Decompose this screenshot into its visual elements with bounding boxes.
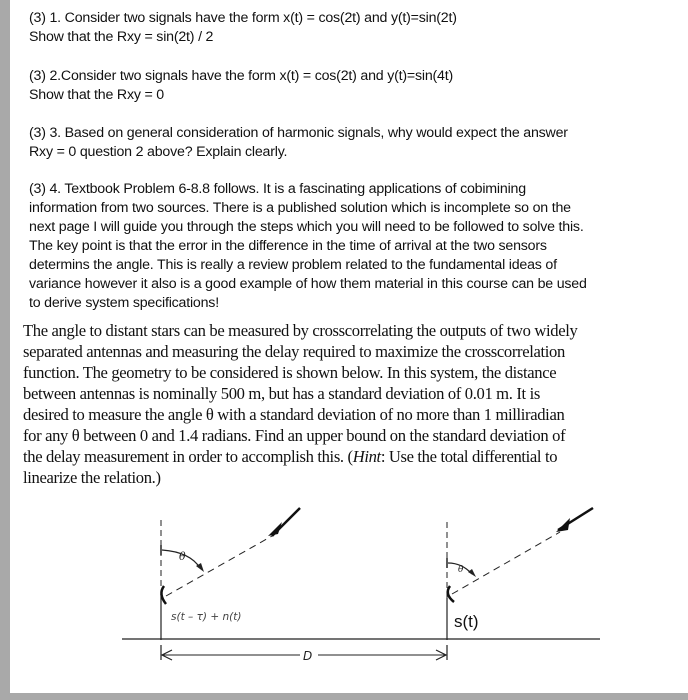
right-dish-icon	[448, 586, 454, 602]
question-4-line: information from two sources. There is a published solution which is incomplete so on the	[29, 200, 571, 216]
left-signal-label: s(t – τ) + n(t)	[171, 611, 242, 623]
problem-line: linearize the relation.)	[23, 468, 161, 487]
distance-label: D	[303, 649, 313, 663]
question-4-line: variance however it also is a good example of how them material in this course can be used	[29, 276, 587, 292]
question-1	[29, 9, 457, 47]
right-antenna	[447, 508, 593, 640]
right-signal-label: s(t)	[454, 612, 479, 631]
question-2	[29, 67, 453, 105]
left-dish-icon	[161, 586, 166, 604]
question-2-line: Show that the Rxy = 0	[29, 87, 164, 103]
question-4	[29, 180, 587, 313]
question-3-line: Rxy = 0 question 2 above? Explain clearly.	[29, 144, 288, 160]
problem-line: separated antennas and measuring the delay required to maximize the crosscorrelation	[23, 342, 565, 361]
right-theta-label: θ	[458, 565, 464, 575]
left-antenna	[161, 508, 300, 640]
right-arrow-icon	[556, 518, 570, 532]
hint-rest: : Use the total differential to	[380, 447, 558, 466]
problem-line: for any θ between 0 and 1.4 radians. Find an upper bound on the standard deviation of	[23, 426, 566, 445]
distance-dimension	[161, 645, 447, 663]
left-theta-label: θ	[179, 550, 186, 563]
hint-word: Hint	[352, 447, 381, 466]
question-4-line: next page I will guide you through the steps which you will need to be followed to solve this.	[29, 219, 584, 235]
problem-line-hint	[23, 446, 633, 467]
hint-prefix: the delay measurement in order to accomplish this. (	[23, 447, 353, 466]
question-1-line: Show that the Rxy = sin(2t) / 2	[29, 29, 214, 45]
left-border	[0, 0, 10, 700]
question-1-line: (3) 1. Consider two signals have the form x(t) = cos(2t) and y(t)=sin(2t)	[29, 10, 457, 26]
problem-line: between antennas is nominally 500 m, but has a standard deviation of 0.01 m. It is	[23, 384, 540, 403]
bottom-border	[0, 693, 688, 700]
problem-line: desired to measure the angle θ with a standard deviation of no more than 1 milliradian	[23, 405, 565, 424]
problem-line: The angle to distant stars can be measured by crosscorrelating the outputs of two widely	[23, 321, 578, 340]
question-4-line: The key point is that the error in the difference in the time of arrival at the two sensors	[29, 238, 547, 254]
problem-line: function. The geometry to be considered is shown below. In this system, the distance	[23, 363, 557, 382]
question-3-line: (3) 3. Based on general consideration of harmonic signals, why would expect the answer	[29, 125, 568, 141]
antenna-geometry-diagram	[100, 490, 620, 690]
question-4-line: (3) 4. Textbook Problem 6-8.8 follows. It is a fascinating applications of cobimining	[29, 181, 526, 197]
question-4-line: determins the angle. This is really a review problem related to the fundamental ideas of	[29, 257, 557, 273]
question-4-line: to derive system specifications!	[29, 295, 219, 311]
textbook-problem	[23, 320, 633, 488]
question-2-line: (3) 2.Consider two signals have the form x(t) = cos(2t) and y(t)=sin(4t)	[29, 68, 453, 84]
question-3	[29, 124, 568, 162]
